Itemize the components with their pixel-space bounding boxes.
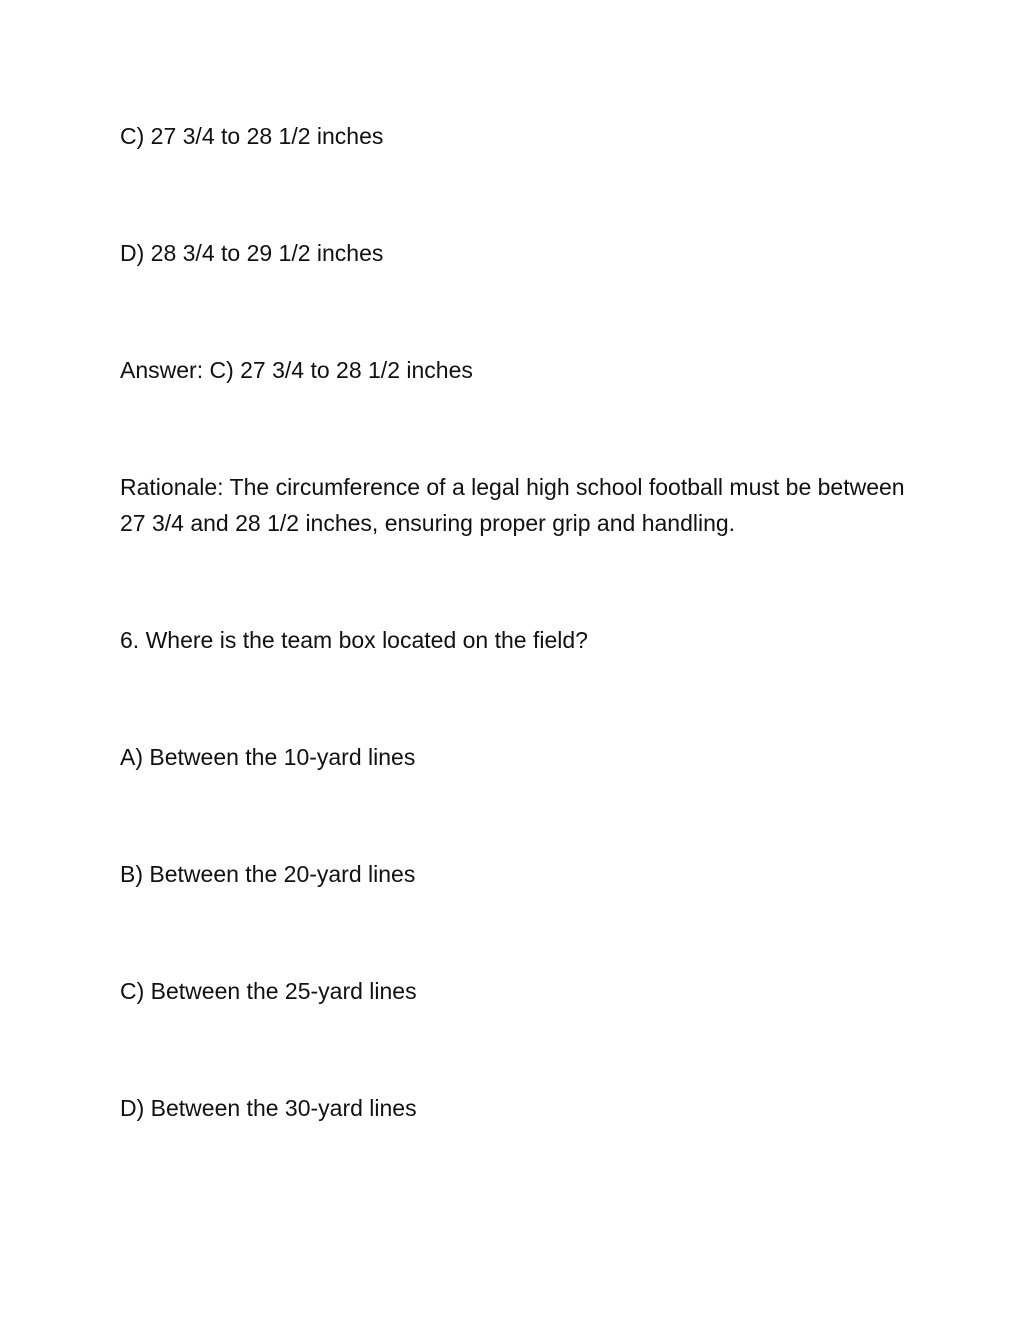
q6-option-b: B) Between the 20-yard lines — [120, 861, 416, 887]
q6-option-d: D) Between the 30-yard lines — [120, 1095, 417, 1121]
q5-rationale: Rationale: The circumference of a legal high school football must be between 27 3/4 and 28 1/2 inches, ensuring proper grip and handling. — [120, 474, 905, 536]
q5-option-d: D) 28 3/4 to 29 1/2 inches — [120, 240, 384, 266]
q5-answer: Answer: C) 27 3/4 to 28 1/2 inches — [120, 357, 473, 383]
q6-question: 6. Where is the team box located on the field? — [120, 627, 588, 653]
q6-option-a: A) Between the 10-yard lines — [120, 744, 416, 770]
q5-option-c: C) 27 3/4 to 28 1/2 inches — [120, 123, 384, 149]
q6-option-c: C) Between the 25-yard lines — [120, 978, 417, 1004]
